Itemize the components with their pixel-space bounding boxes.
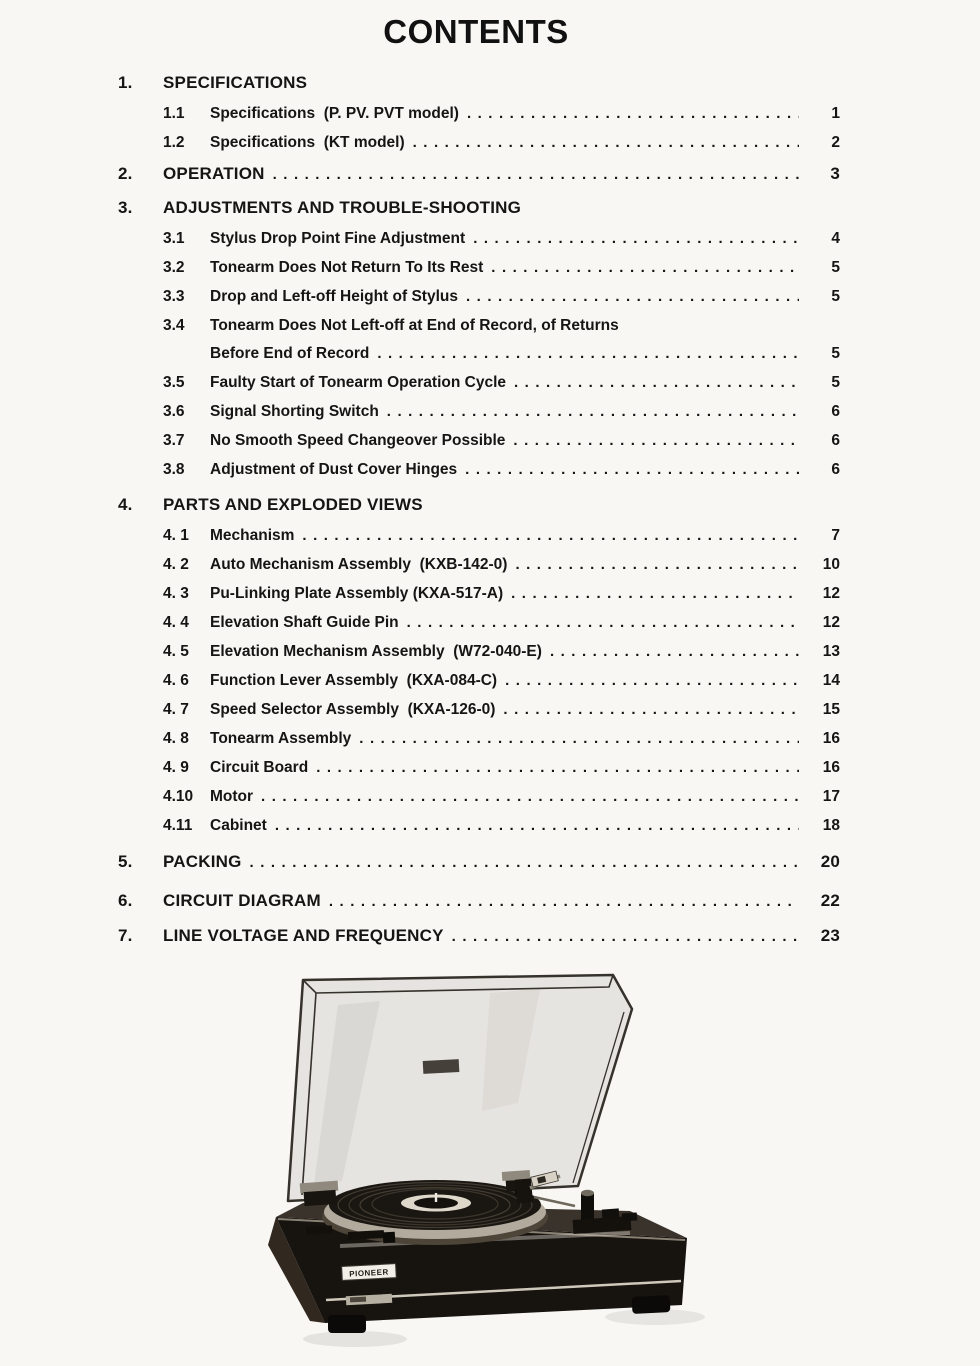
toc-entry-continuation (118, 340, 840, 368)
entry-number: 4. 7 (163, 701, 189, 718)
foot-right (632, 1295, 671, 1314)
entry-title: Motor (210, 788, 254, 805)
dot-leader (466, 282, 799, 311)
dot-leader (467, 99, 799, 128)
entry-number: 3.4 (163, 317, 185, 334)
dot-leader (250, 846, 799, 879)
section-number: 7. (118, 926, 133, 945)
entry-number: 4. 6 (163, 672, 189, 689)
entry-page: 14 (822, 672, 840, 689)
section-number: 3. (118, 198, 133, 217)
entry-number: 3.7 (163, 432, 185, 449)
entry-page: 5 (831, 259, 840, 276)
page-title: CONTENTS (383, 13, 569, 50)
toc-entry (118, 637, 840, 666)
dot-leader (261, 782, 799, 811)
entry-page: 6 (831, 403, 840, 420)
section-page: 22 (820, 891, 840, 910)
cue-knob (581, 1193, 594, 1220)
entry-page: 17 (822, 788, 840, 805)
entry-number: 4. 3 (163, 585, 189, 602)
section-title: ADJUSTMENTS AND TROUBLE-SHOOTING (163, 198, 522, 217)
entry-title: Faulty Start of Tonearm Operation Cycle (210, 374, 506, 391)
turntable-figure (240, 943, 740, 1361)
toc-entry (118, 397, 840, 426)
entry-title: Elevation Shaft Guide Pin (210, 614, 399, 631)
entry-title: Function Lever Assembly (KXA-084-C) (210, 672, 498, 689)
entry-title: Pu-Linking Plate Assembly (KXA-517-A) (210, 585, 504, 602)
table-of-contents (118, 66, 840, 953)
dot-leader (275, 811, 799, 840)
entry-page: 7 (831, 527, 840, 544)
toc-entry (118, 282, 840, 311)
entry-page: 5 (831, 345, 840, 362)
entry-title: Circuit Board (210, 759, 309, 776)
toc-section (118, 488, 840, 521)
toc-section (118, 66, 840, 99)
toc-entry (118, 521, 840, 550)
dot-leader (505, 666, 799, 695)
dot-leader (407, 608, 799, 637)
entry-number: 4.11 (163, 817, 193, 834)
entry-number: 4. 4 (163, 614, 189, 631)
section-number: 4. (118, 495, 133, 514)
turntable-illustration (240, 943, 740, 1361)
entry-page: 6 (831, 432, 840, 449)
toc-entry (118, 579, 840, 608)
dot-leader (387, 397, 799, 426)
dust-cover-open (288, 975, 632, 1201)
entry-number: 4. 1 (163, 527, 189, 544)
dot-leader (273, 158, 799, 191)
entry-title: Cabinet (210, 817, 267, 834)
section-title: OPERATION (163, 164, 265, 183)
entry-title: Tonearm Assembly (210, 730, 352, 747)
lid-badge (423, 1059, 460, 1074)
entry-title: Drop and Left-off Height of Stylus (210, 288, 458, 305)
toc-entry (118, 550, 840, 579)
entry-number: 4.10 (163, 788, 194, 805)
toc-entry (118, 368, 840, 397)
entry-number: 3.8 (163, 461, 185, 478)
brand-badge-text: PIONEER (349, 1267, 389, 1279)
dot-leader (377, 340, 799, 368)
section-title: CIRCUIT DIAGRAM (163, 891, 321, 910)
entry-page: 2 (831, 134, 840, 151)
tonearm-pivot (515, 1178, 533, 1203)
toc-section (118, 884, 840, 918)
foot-left (328, 1315, 366, 1333)
entry-title: Adjustment of Dust Cover Hinges (210, 461, 458, 478)
entry-page: 15 (822, 701, 840, 718)
entry-page: 16 (822, 759, 840, 776)
toc-entry (118, 608, 840, 637)
section-page: 20 (820, 852, 840, 871)
dot-leader (316, 753, 799, 782)
entry-title: Tonearm Does Not Return To Its Rest (210, 259, 484, 276)
dot-leader (514, 368, 799, 397)
section-number: 6. (118, 891, 133, 910)
entry-number: 4. 9 (163, 759, 189, 776)
dot-leader (515, 550, 799, 579)
section-title: PACKING (163, 852, 242, 871)
toc-entry (118, 666, 840, 695)
toc-entry (118, 253, 840, 282)
toc-entry (118, 753, 840, 782)
toc-entry (118, 695, 840, 724)
toc-entry (118, 811, 840, 840)
brand-badge (342, 1264, 397, 1281)
entry-page: 12 (822, 614, 840, 631)
entry-page: 16 (822, 730, 840, 747)
entry-title: Specifications (P. PV. PVT model) (210, 105, 459, 122)
entry-page: 5 (831, 288, 840, 305)
entry-number: 3.6 (163, 403, 185, 420)
section-number: 1. (118, 73, 133, 92)
toc-entry (118, 311, 840, 340)
entry-title-line2: Before End of Record (210, 345, 370, 362)
dot-leader (550, 637, 799, 666)
dot-leader (473, 224, 799, 253)
toc-entry (118, 782, 840, 811)
section-title: LINE VOLTAGE AND FREQUENCY (163, 926, 444, 945)
entry-page: 5 (831, 374, 840, 391)
dot-leader (503, 695, 799, 724)
entry-number: 4. 2 (163, 556, 189, 573)
entry-number: 4. 5 (163, 643, 189, 660)
section-title: SPECIFICATIONS (163, 73, 308, 92)
entry-page: 6 (831, 461, 840, 478)
dot-leader (491, 253, 799, 282)
entry-title: Speed Selector Assembly (KXA-126-0) (210, 701, 496, 718)
toc-entry (118, 724, 840, 753)
switch-button (602, 1208, 620, 1218)
entry-number: 3.1 (163, 230, 185, 247)
entry-title: No Smooth Speed Changeover Possible (210, 432, 506, 449)
dot-leader (513, 426, 799, 455)
dot-leader (329, 885, 799, 918)
switch-button (622, 1212, 638, 1221)
entry-page: 12 (822, 585, 840, 602)
dot-leader (359, 724, 799, 753)
entry-title: Mechanism (210, 527, 295, 544)
entry-title: Signal Shorting Switch (210, 403, 379, 420)
entry-page: 10 (822, 556, 840, 573)
entry-number: 3.3 (163, 288, 185, 305)
dot-leader (465, 455, 799, 484)
entry-page: 1 (831, 105, 840, 122)
entry-page: 13 (822, 643, 840, 660)
entry-number: 1.2 (163, 134, 185, 151)
entry-number: 3.2 (163, 259, 185, 276)
section-number: 2. (118, 164, 133, 183)
entry-title: Stylus Drop Point Fine Adjustment (210, 230, 466, 247)
dot-leader (413, 128, 799, 157)
toc-entry (118, 128, 840, 157)
toc-entry (118, 99, 840, 128)
entry-number: 3.5 (163, 374, 185, 391)
entry-page: 4 (831, 230, 840, 247)
dot-leader (511, 579, 799, 608)
spindle (435, 1193, 437, 1202)
toc-section (118, 845, 840, 879)
entry-title: Specifications (KT model) (210, 134, 405, 151)
entry-title: Elevation Mechanism Assembly (W72-040-E) (210, 643, 542, 660)
toc-section (118, 191, 840, 224)
section-page: 23 (820, 926, 840, 945)
toc-entry (118, 455, 840, 484)
entry-number: 1.1 (163, 105, 185, 122)
entry-title: Tonearm Does Not Left-off at End of Record, of Returns (210, 317, 619, 334)
dot-leader (302, 521, 799, 550)
toc-section (118, 157, 840, 191)
shadow (303, 1331, 407, 1347)
toc-entry (118, 224, 840, 253)
entry-page: 18 (822, 817, 840, 834)
entry-number: 4. 8 (163, 730, 189, 747)
section-number: 5. (118, 852, 133, 871)
entry-title: Auto Mechanism Assembly (KXB-142-0) (210, 556, 508, 573)
section-page: 3 (830, 164, 840, 183)
section-title: PARTS AND EXPLODED VIEWS (163, 495, 423, 514)
toc-entry (118, 426, 840, 455)
hinge-left (300, 1181, 339, 1206)
